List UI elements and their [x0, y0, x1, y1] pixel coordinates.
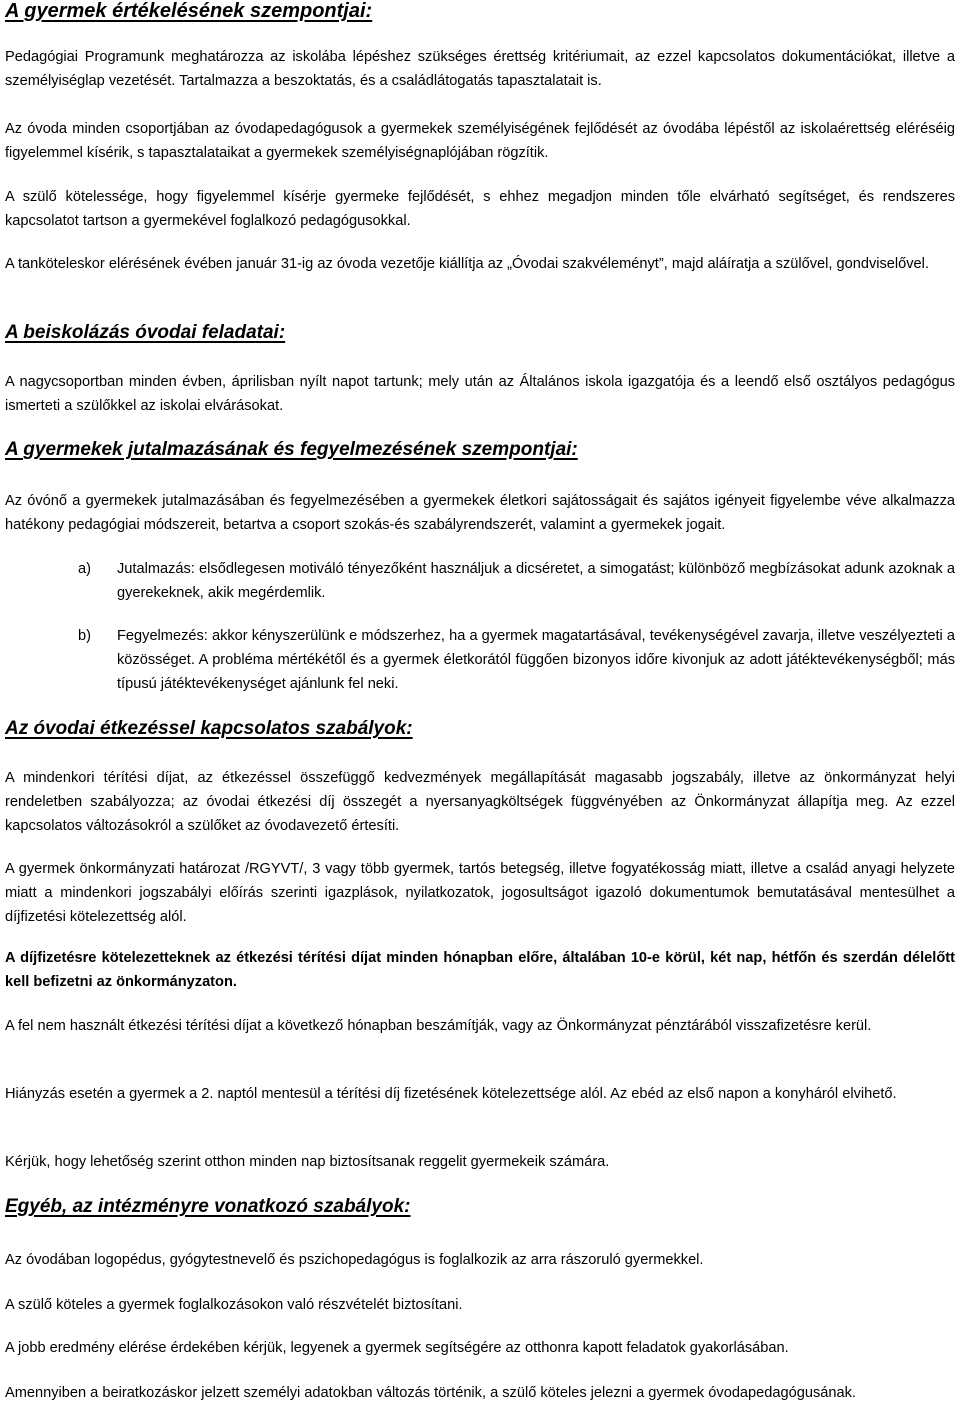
heading-meal-rules: Az óvodai étkezéssel kapcsolatos szabályok: [5, 718, 413, 739]
paragraph-pedagogical-program: Pedagógiai Programunk meghatározza az iskolába lépéshez szükséges érettség kritériumait, az ezzel kapcsolatos dokumentációkat, illetve a személyiséglap vezetését. Tartalmazza a beszoktatás, és a családlátogatás tapasztalatait is. [5, 49, 955, 89]
paragraph-parent-duty: A szülő kötelessége, hogy figyelemmel kísérje gyermeke fejlődését, s ehhez megadjon minden tőle elvárható segítséget, és rendszeres kapcsolatot tartson a gyermekével foglalkozó pedagógusokkal. [5, 189, 955, 229]
heading-school-enrollment: A beiskolázás óvodai feladatai: [5, 322, 286, 343]
paragraph-absence: Hiányzás esetén a gyermek a 2. naptól mentesül a térítési díj fizetésének kötelezettsége alól. Az ebéd az első napon a konyháról elvihető. [5, 1086, 897, 1102]
paragraph-attendance: A szülő köteles a gyermek foglalkozásokon való részvételét biztosítani. [5, 1297, 463, 1313]
heading-child-assessment: A gyermek értékelésének szempontjai: [5, 0, 373, 22]
list-item-text: Jutalmazás: elsődlegesen motiváló tényezőként használjuk a dicséretet, a simogatást; különböző megbízásokat adunk azoknak a gyerekeknek, akik megérdemlik. [117, 561, 955, 601]
paragraph-data-change: Amennyiben a beiratkozáskor jelzett személyi adatokban változás történik, a szülő köteles jelezni a gyermek óvodapedagógusának. [5, 1385, 856, 1401]
list-marker: b) [78, 628, 91, 644]
heading-reward-discipline: A gyermekek jutalmazásának és fegyelmezésének szempontjai: [5, 439, 578, 460]
paragraph-homework: A jobb eredmény elérése érdekében kérjük, legyenek a gyermek segítségére az otthonra kapott feladatok gyakorlásában. [5, 1340, 789, 1356]
list-marker: a) [78, 561, 91, 577]
paragraph-refund: A fel nem használt étkezési térítési díjat a következő hónapban beszámítják, vagy az Önkormányzat pénztárából visszafizetésre kerül. [5, 1018, 872, 1034]
paragraph-group-observation: Az óvoda minden csoportjában az óvodapedagógusok a gyermekek személyiségének fejlődését az óvodába lépéstől az iskolaérettség eléréséig figyelemmel kísérik, s tapasztalataikat a gyermekek személyiségnaplójában rögzítik. [5, 121, 955, 161]
paragraph-payment-schedule: A díjfizetésre kötelezetteknek az étkezési térítési díjat minden hónapban előre, általában 10-e körül, két nap, hétfőn és szerdán délelőtt kell befizetni az önkormányzaton. [5, 950, 955, 990]
list-item-text: Fegyelmezés: akkor kényszerülünk e módszerhez, ha a gyermek magatartásával, tevékenységével zavarja, illetve veszélyezteti a közösséget. A probléma mértékétől és a gyermek életkorától függően bizonyos időre kivonjuk az adott játéktevékenységből; más típusú játéktevékenységet ajánlunk fel neki. [117, 628, 955, 692]
paragraph-teacher-methods: Az óvónő a gyermekek jutalmazásában és fegyelmezésében a gyermekek életkori sajátosságait és sajátos igényeit figyelembe véve alkalmazza hatékony pedagógiai módszereit, betartva a csoport szokás-és szabályrendszerét, valamint a gyermekek jogait. [5, 493, 955, 533]
paragraph-open-day: A nagycsoportban minden évben, áprilisban nyílt napot tartunk; mely után az Általános iskola igazgatója és a leendő első osztályos pedagógus ismerteti a szülőkkel az iskolai elvárásokat. [5, 374, 955, 414]
paragraph-specialists: Az óvodában logopédus, gyógytestnevelő és pszichopedagógus is foglalkozik az arra rászoruló gyermekkel. [5, 1252, 704, 1268]
paragraph-fee-exemption: A gyermek önkormányzati határozat /RGYVT/, 3 vagy több gyermek, tartós betegség, illetve fogyatékosság miatt, illetve a család anyagi helyzete miatt a mindenkori jogszabályi előírás szerinti igazplások, nyilatkozatok, jogosultságot igazoló dokumentumok bemutatásával mentesülhet a díjfizetési kötelezettség alól. [5, 861, 955, 925]
paragraph-expert-opinion: A tanköteleskor elérésének évében január 31-ig az óvoda vezetője kiállítja az „Óvodai szakvéleményt”, majd aláíratja a szülővel, gondviselővel. [5, 256, 929, 272]
paragraph-meal-fee: A mindenkori térítési díjat, az étkezéssel összefüggő kedvezmények megállapítását magasabb jogszabály, illetve az önkormányzat helyi rendeletben szabályozza; az óvodai étkezési díj összegét a nyersanyagköltségek függvényében az Önkormányzat állapítja meg. Az ezzel kapcsolatos változásokról a szülőket az óvodavezető értesíti. [5, 770, 955, 834]
paragraph-breakfast: Kérjük, hogy lehetőség szerint otthon minden nap biztosítsanak reggelit gyermekeik számára. [5, 1154, 610, 1170]
heading-other-rules: Egyéb, az intézményre vonatkozó szabályok: [5, 1196, 411, 1217]
